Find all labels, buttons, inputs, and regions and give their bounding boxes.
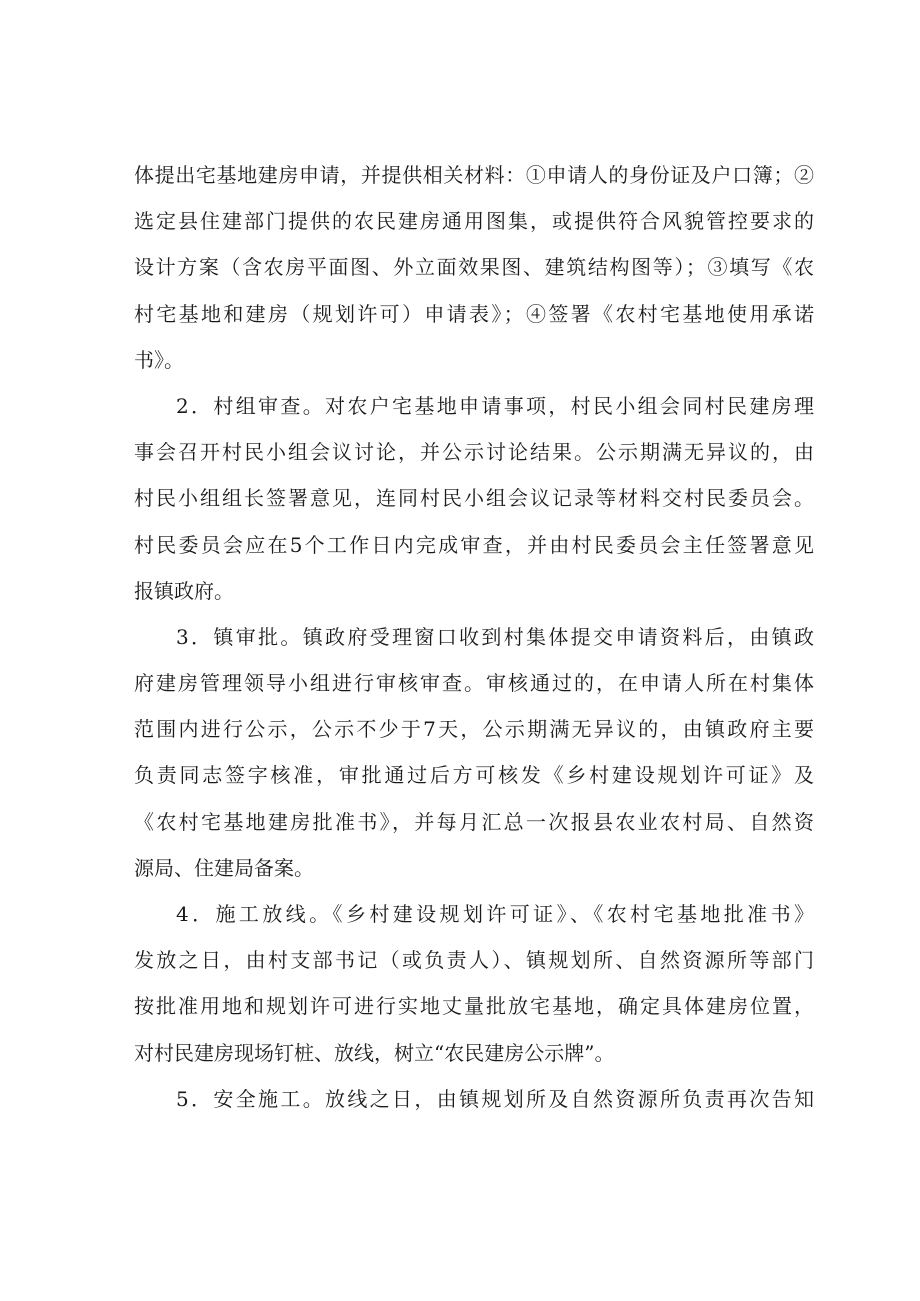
text-line: 源局、住建局备案。 <box>134 855 314 880</box>
document-body <box>134 152 814 1122</box>
text-line: 5．安全施工。放线之日，由镇规划所及自然资源所负责再次告知 <box>176 1086 814 1111</box>
paragraph-village-review <box>134 383 814 614</box>
paragraph-application-materials <box>134 152 814 383</box>
text-line: 事会召开村民小组会议讨论，并公示讨论结果。公示期满无异议的，由 <box>134 440 814 465</box>
text-line: 村宅基地和建房（规划许可）申请表》；④签署《农村宅基地使用承诺 <box>134 301 814 326</box>
text-line: 2．村组审查。对农户宅基地申请事项，村民小组会同村民建房理 <box>176 393 814 418</box>
text-line: 对村民建房现场钉桩、放线，树立“农民建房公示牌”。 <box>134 1040 615 1065</box>
text-line: 选定县住建部门提供的农民建房通用图集，或提供符合风貌管控要求的 <box>134 209 814 234</box>
text-line: 村民委员会应在5个工作日内完成审查，并由村民委员会主任签署意见 <box>134 532 814 557</box>
text-line: 报镇政府。 <box>134 578 234 603</box>
text-line: 负责同志签字核准，审批通过后方可核发《乡村建设规划许可证》及 <box>134 763 814 788</box>
text-line: 4．施工放线。《乡村建设规划许可证》、《农村宅基地批准书》 <box>176 902 814 926</box>
text-line: 书》。 <box>134 347 184 372</box>
paragraph-town-approval <box>134 614 814 891</box>
text-line: 府建房管理领导小组进行审核审查。审核通过的，在申请人所在村集体 <box>134 671 814 696</box>
text-line: 按批准用地和规划许可进行实地丈量批放宅基地，确定具体建房位置， <box>134 994 814 1019</box>
text-line: 3．镇审批。镇政府受理窗口收到村集体提交申请资料后，由镇政 <box>176 624 814 649</box>
paragraph-construction-layout <box>134 891 814 1076</box>
text-line: 《农村宅基地建房批准书》，并每月汇总一次报县农业农村局、自然资 <box>134 809 814 834</box>
text-line: 发放之日，由村支部书记（或负责人）、镇规划所、自然资源所等部门 <box>134 948 814 973</box>
text-line: 村民小组组长签署意见，连同村民小组会议记录等材料交村民委员会。 <box>134 486 814 511</box>
text-line: 体提出宅基地建房申请，并提供相关材料：①申请人的身份证及户口簿；② <box>134 163 814 187</box>
text-line: 范围内进行公示，公示不少于7天，公示期满无异议的，由镇政府主要 <box>134 717 814 742</box>
paragraph-safe-construction <box>134 1076 814 1122</box>
text-line: 设计方案（含农房平面图、外立面效果图、建筑结构图等）；③填写《农 <box>134 255 814 280</box>
